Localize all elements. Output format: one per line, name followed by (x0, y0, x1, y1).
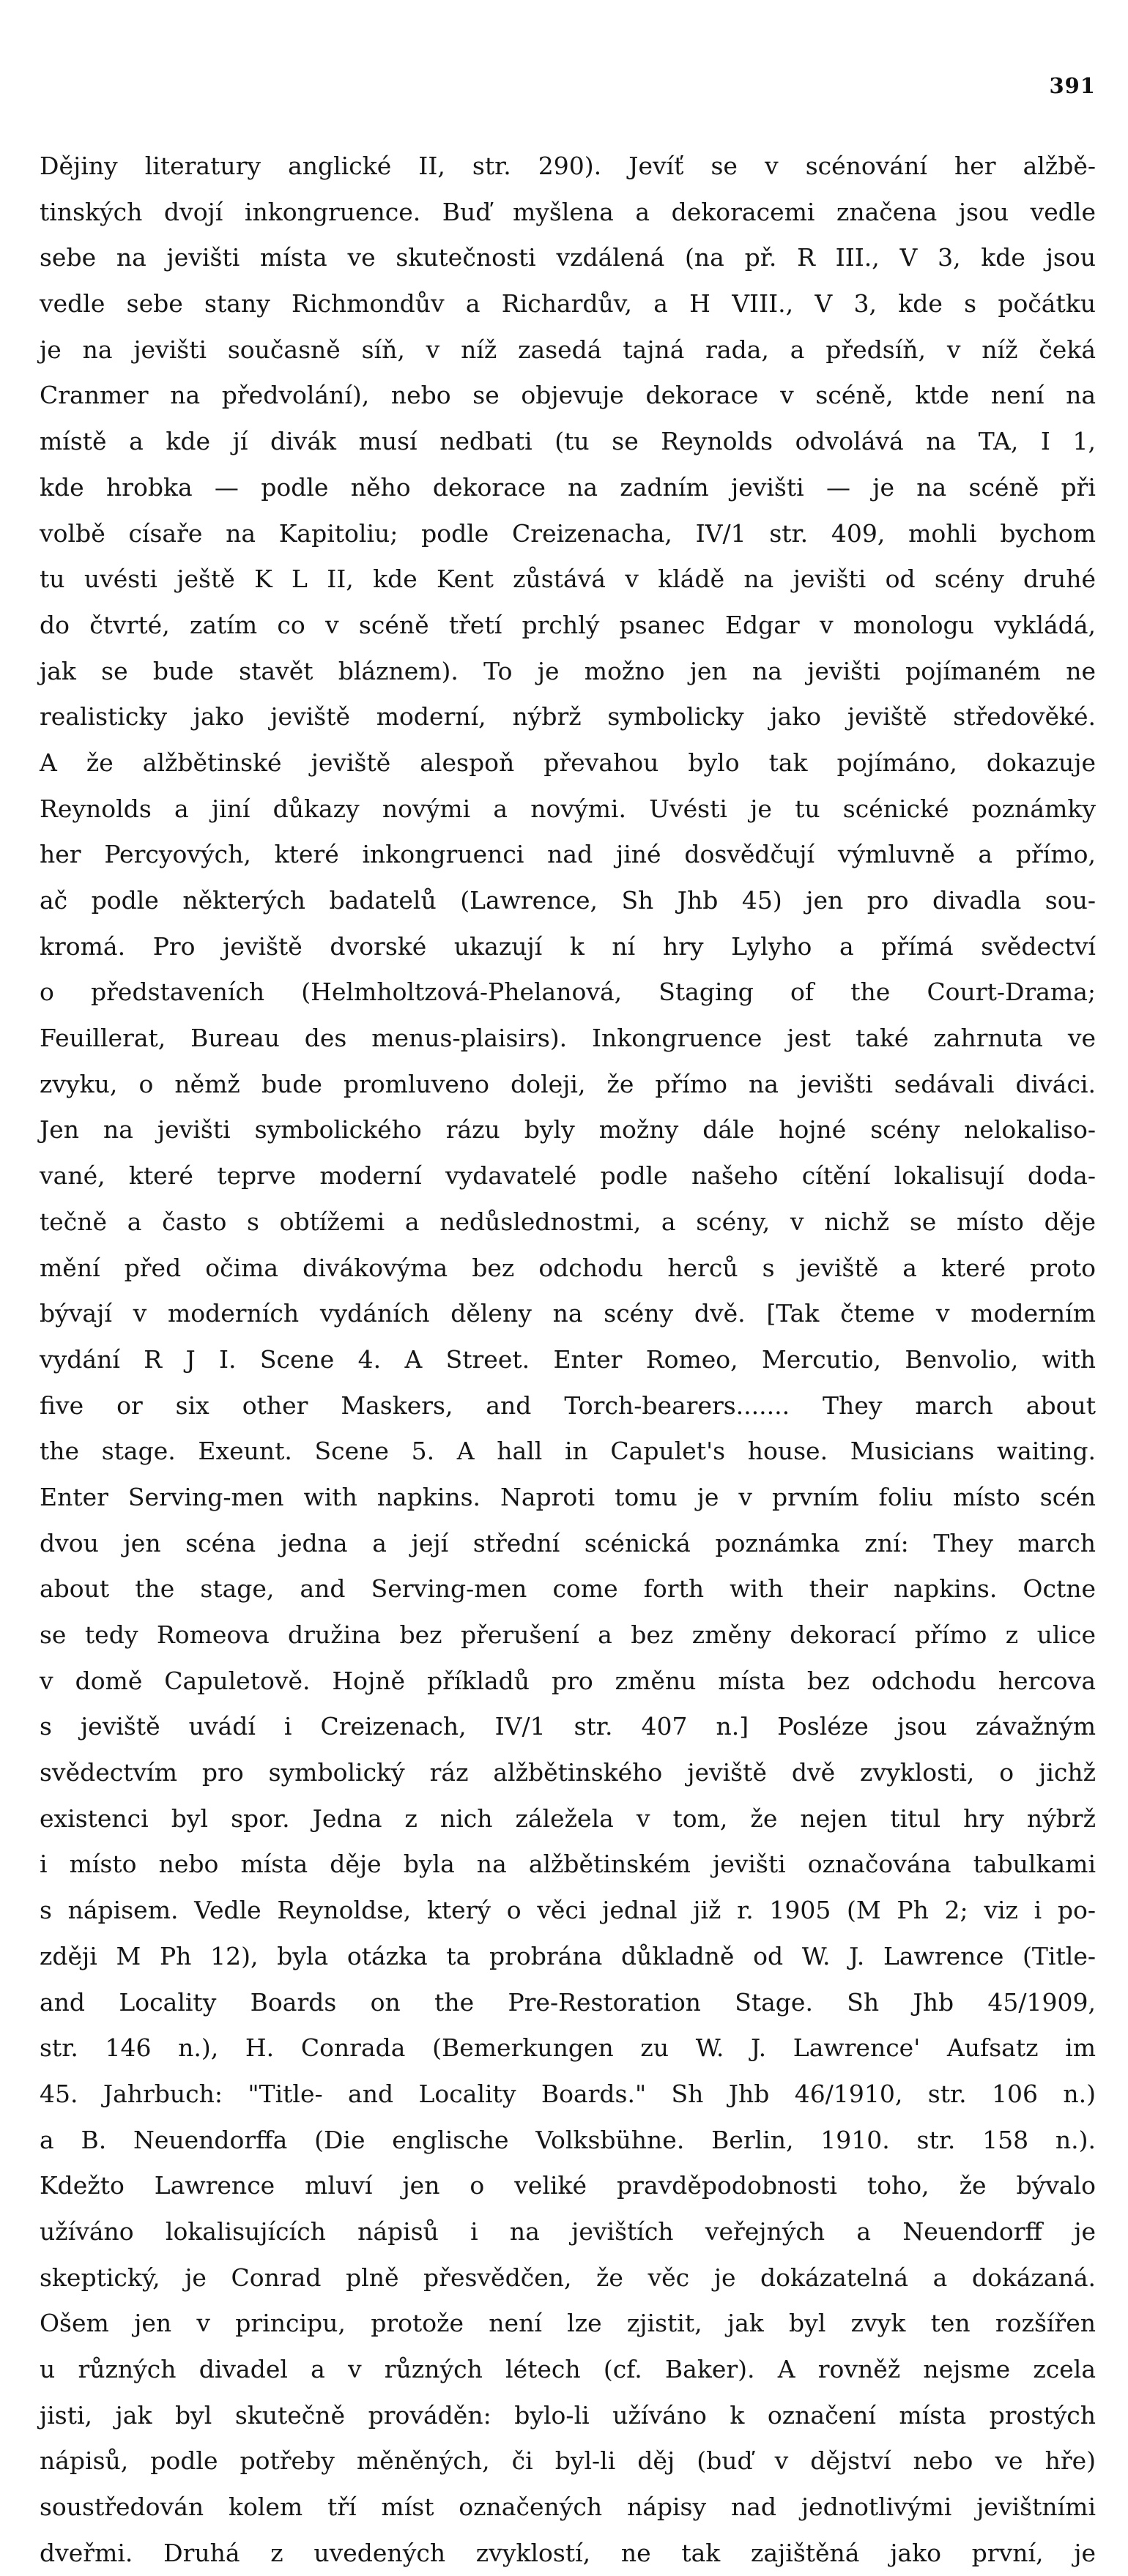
text-line: tu uvésti ještě K L II, kde Kent zůstává v kládě na jevišti od scény druhé (40, 565, 1096, 594)
text-line: jak se bude stavět bláznem). To je možno jen na jevišti pojímaném ne (40, 656, 1096, 685)
text-line: vedle sebe stany Richmondův a Richardův, a H VIII., V 3, kde s počátku (40, 289, 1096, 319)
text-line: str. 146 n.), H. Conrada (Bemerkungen zu W. J. Lawrence' Aufsatz im (40, 2033, 1096, 2063)
text-line: s nápisem. Vedle Reynoldse, který o věci jednal již r. 1905 (M Ph 2; viz i po- (40, 1896, 1096, 1925)
text-line: svědectvím pro symbolický ráz alžbětinského jeviště dvě zvyklosti, o jichž (40, 1758, 1096, 1787)
body-text (40, 144, 1096, 2576)
text-line: tečně a často s obtížemi a nedůslednostmi, a scény, v nichž se místo děje (40, 1207, 1096, 1236)
text-line: five or six other Maskers, and Torch-bearers....... They march about (40, 1391, 1096, 1420)
text-line: vané, které teprve moderní vydavatelé podle našeho cítění lokalisují doda- (40, 1161, 1096, 1191)
text-line: existenci byl spor. Jedna z nich záležela v tom, že nejen titul hry nýbrž (40, 1803, 1096, 1833)
text-line: Cranmer na předvolání), nebo se objevuje dekorace v scéně, ktde není na (40, 381, 1096, 410)
text-line: about the stage, and Serving-men come forth with their napkins. Octne (40, 1574, 1096, 1604)
text-line: je na jevišti současně síň, v níž zasedá tajná rada, a předsíň, v níž čeká (40, 335, 1096, 364)
text-line: kde hrobka — podle něho dekorace na zadním jevišti — je na scéně při (40, 472, 1096, 502)
text-line: bývají v moderních vydáních děleny na scény dvě. [Tak čteme v moderním (40, 1299, 1096, 1328)
text-line: Feuillerat, Bureau des menus-plaisirs). Inkongruence jest také zahrnuta ve (40, 1024, 1096, 1053)
text-line: místě a kde jí divák musí nedbati (tu se Reynolds odvolává na TA, I 1, (40, 427, 1096, 456)
text-line: vydání R J I. Scene 4. A Street. Enter Romeo, Mercutio, Benvolio, with (40, 1344, 1096, 1374)
text-line: realisticky jako jeviště moderní, nýbrž symbolicky jako jeviště středověké. (40, 702, 1096, 732)
text-line: tinských dvojí inkongruence. Buď myšlena a dekoracemi značena jsou vedle (40, 197, 1096, 226)
text-line: her Percyových, které inkongruenci nad jiné dosvědčují výmluvně a přímo, (40, 840, 1096, 869)
text-line: dveřmi. Druhá z uvedených zvyklostí, ne tak zajištěná jako první, je (40, 2538, 1096, 2567)
text-line: zvyku, o němž bude promluveno doleji, že přímo na jevišti sedávali diváci. (40, 1069, 1096, 1098)
text-line: and Locality Boards on the Pre-Restoration Stage. Sh Jhb 45/1909, (40, 1987, 1096, 2017)
text-line: jisti, jak byl skutečně prováděn: bylo-li užíváno k označení místa prostých (40, 2400, 1096, 2430)
text-line: skeptický, je Conrad plně přesvědčen, že věc je dokázatelná a dokázaná. (40, 2263, 1096, 2292)
page-number: 391 (1049, 73, 1096, 98)
text-line: se tedy Romeova družina bez přerušení a bez změny dekorací přímo z ulice (40, 1620, 1096, 1649)
text-line: i místo nebo místa děje byla na alžbětinském jevišti označována tabulkami (40, 1850, 1096, 1879)
text-line: Ošem jen v principu, protože není lze zjistit, jak byl zvyk ten rozšířen (40, 2309, 1096, 2338)
text-line: the stage. Exeunt. Scene 5. A hall in Capulet's house. Musicians waiting. (40, 1437, 1096, 1466)
text-line: soustředován kolem tří míst označených nápisy nad jednotlivými jevištními (40, 2493, 1096, 2522)
text-line: Jen na jevišti symbolického rázu byly možny dále hojné scény nelokaliso- (40, 1115, 1096, 1144)
text-line: zději M Ph 12), byla otázka ta probrána důkladně od W. J. Lawrence (Title- (40, 1941, 1096, 1970)
text-line: a B. Neuendorffa (Die englische Volksbühne. Berlin, 1910. str. 158 n.). (40, 2125, 1096, 2154)
text-line: Reynolds a jiní důkazy novými a novými. Uvésti je tu scénické poznámky (40, 794, 1096, 823)
text-line: užíváno lokalisujících nápisů i na jevištích veřejných a Neuendorff je (40, 2216, 1096, 2246)
text-line: Enter Serving-men with napkins. Naproti tomu je v prvním foliu místo scén (40, 1482, 1096, 1511)
text-line: ač podle některých badatelů (Lawrence, Sh Jhb 45) jen pro divadla sou- (40, 886, 1096, 915)
text-line: Dějiny literatury anglické II, str. 290). Jevíť se v scénování her alžbě- (40, 152, 1096, 180)
text-line: o představeních (Helmholtzová-Phelanová, Staging of the Court-Drama; (40, 978, 1096, 1007)
text-line: s jeviště uvádí i Creizenach, IV/1 str. 407 n.] Posléze jsou závažným (40, 1712, 1096, 1741)
text-line: do čtvrté, zatím co v scéně třetí prchlý psanec Edgar v monologu vykládá, (40, 610, 1096, 639)
text-line: volbě císaře na Kapitoliu; podle Creizenacha, IV/1 str. 409, mohli bychom (40, 518, 1096, 548)
text-line: A že alžbětinské jeviště alespoň převahou bylo tak pojímáno, dokazuje (40, 748, 1096, 777)
text-line: dvou jen scéna jedna a její střední scénická poznámka zní: They march (40, 1528, 1096, 1557)
text-line: mění před očima divákovýma bez odchodu herců s jeviště a které proto (40, 1253, 1096, 1282)
text-line: Kdežto Lawrence mluví jen o veliké pravděpodobnosti toho, že bývalo (40, 2171, 1096, 2200)
text-line: sebe na jevišti místa ve skutečnosti vzdálená (na př. R III., V 3, kde jsou (40, 243, 1096, 272)
text-line: 45. Jahrbuch: "Title- and Locality Boards." Sh Jhb 46/1910, str. 106 n.) (40, 2079, 1096, 2108)
text-line: u různých divadel a v různých létech (cf. Baker). A rovněž nejsme zcela (40, 2355, 1096, 2383)
text-line: nápisů, podle potřeby měněných, či byl-li děj (buď v dějství nebo ve hře) (40, 2446, 1096, 2476)
text-line: v domě Capuletově. Hojně příkladů pro změnu místa bez odchodu hercova (40, 1666, 1096, 1695)
text-line: kromá. Pro jeviště dvorské ukazují k ní hry Lylyho a přímá svědectví (40, 931, 1096, 961)
